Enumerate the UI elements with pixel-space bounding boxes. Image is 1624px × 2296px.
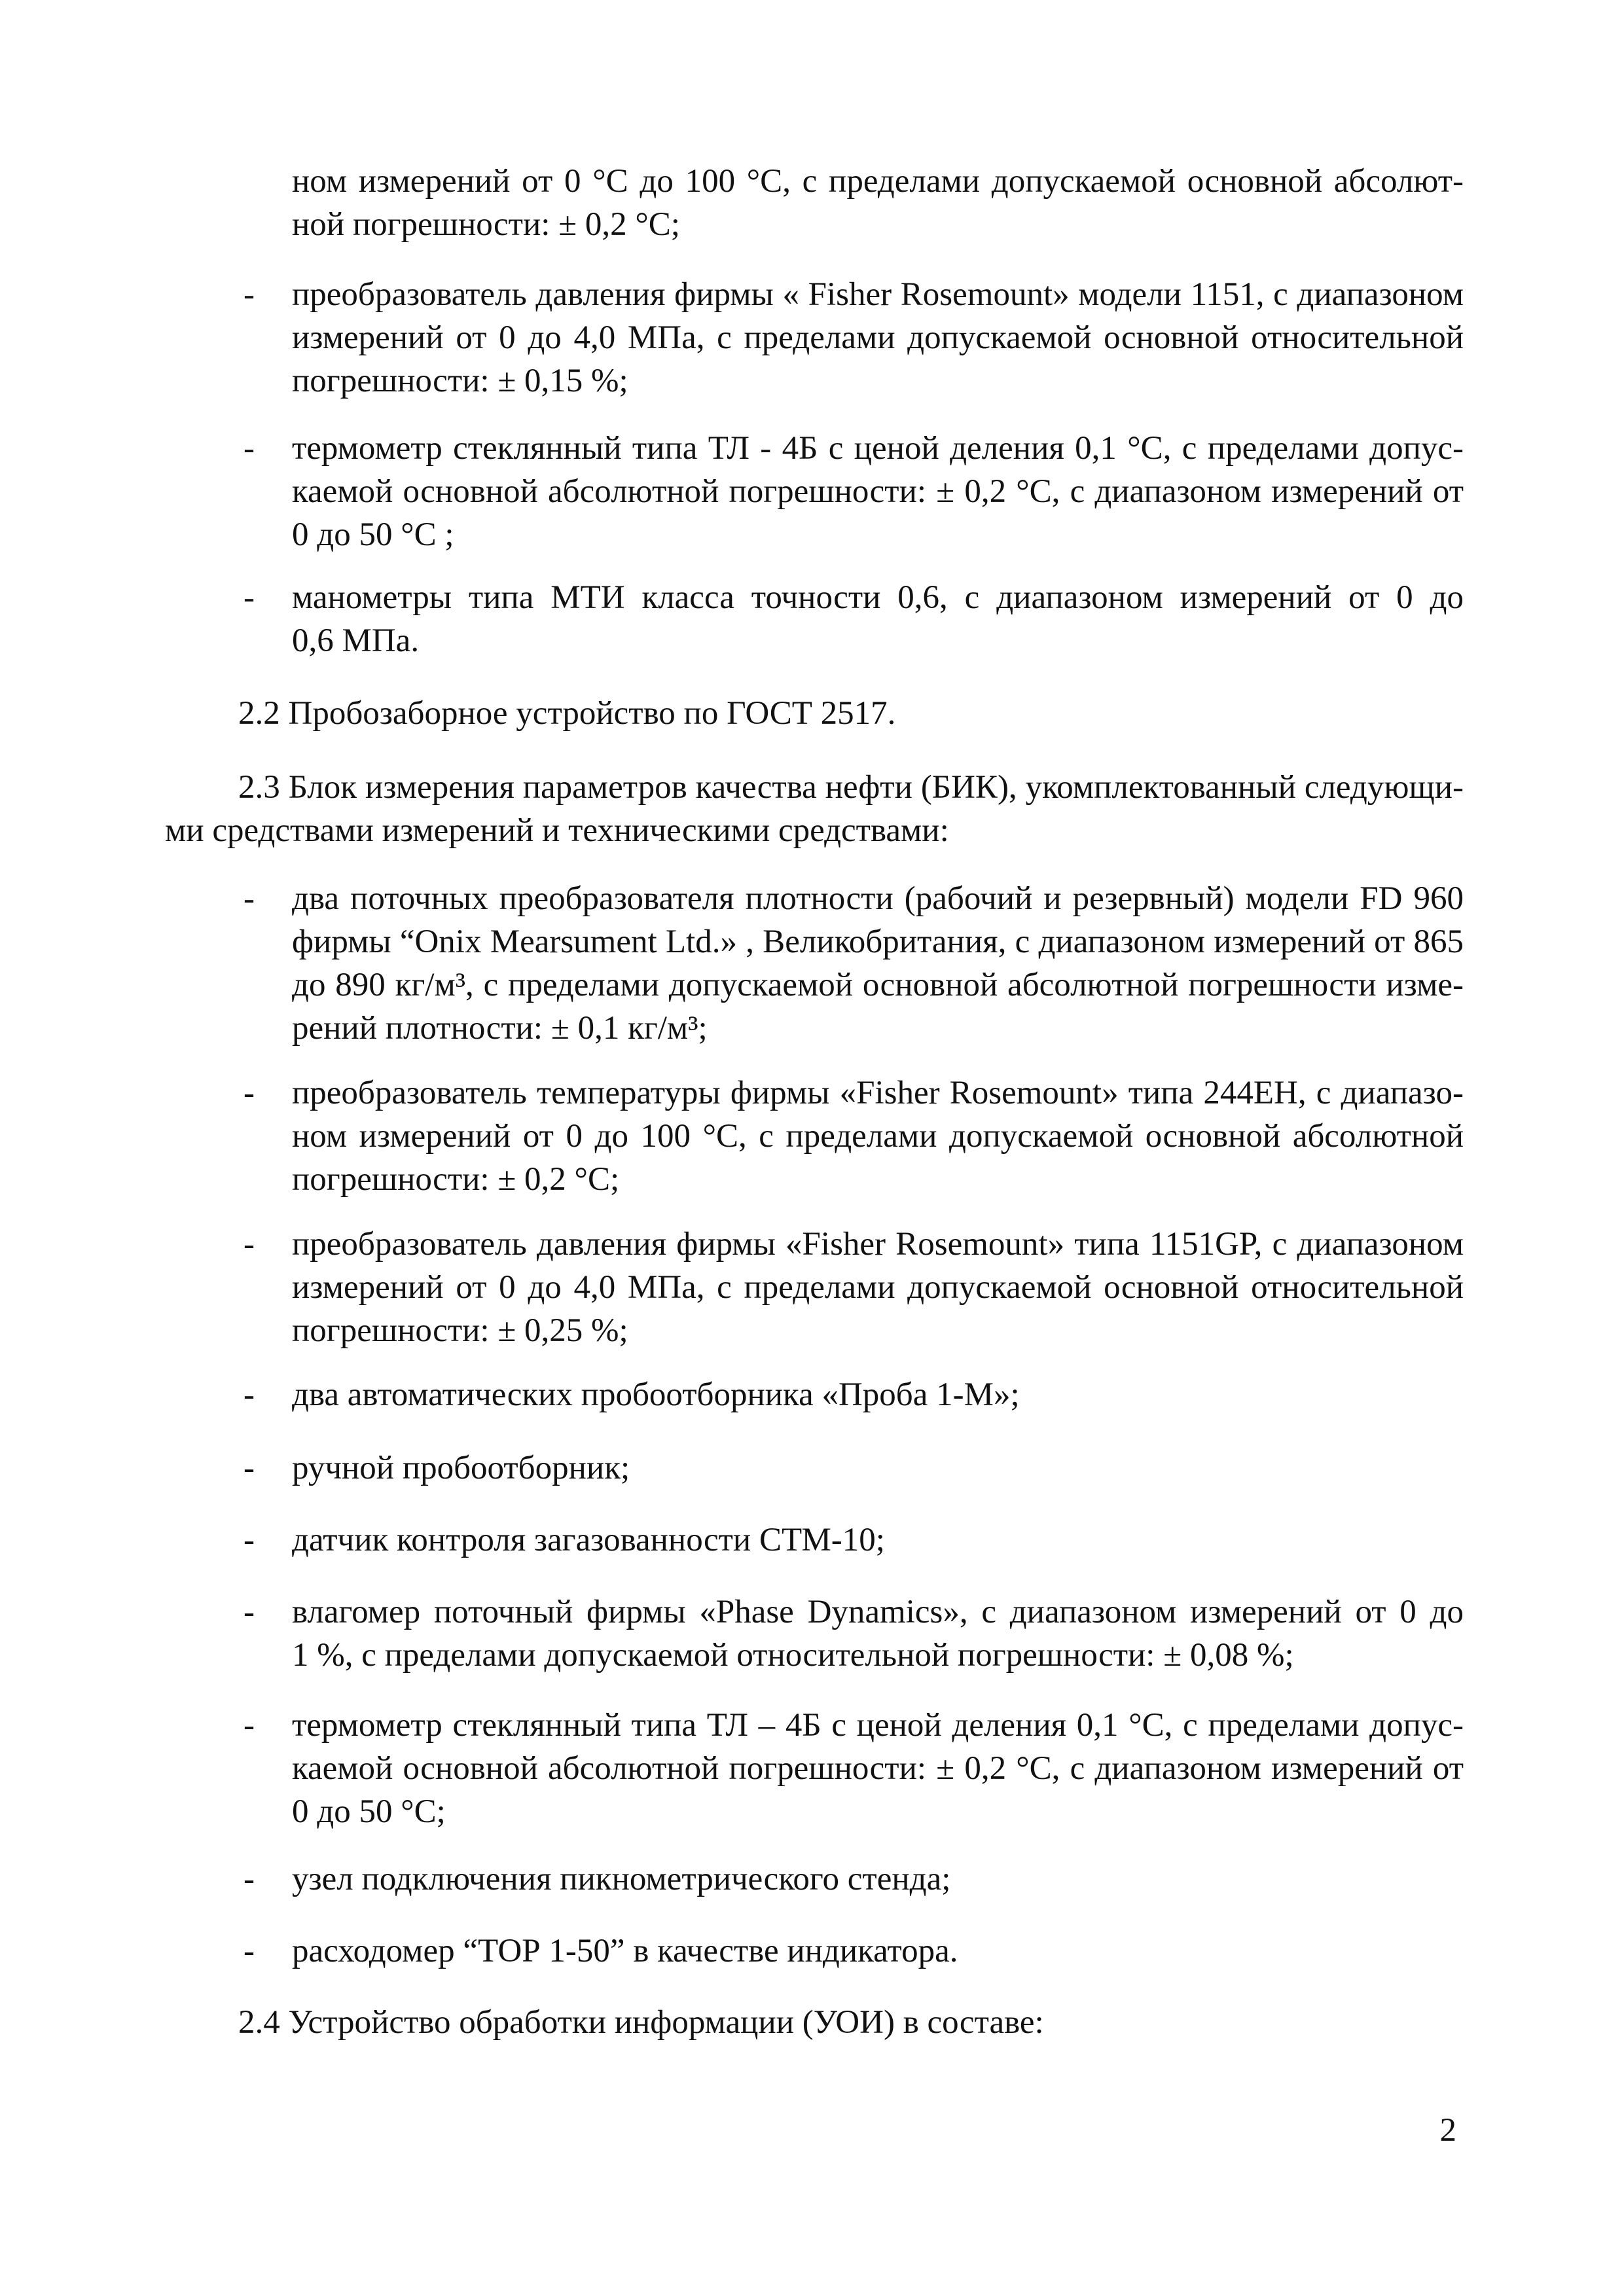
- list-item-line: погрешности: ± 0,25 %;: [292, 1312, 628, 1349]
- list-item: [244, 1857, 1464, 1901]
- list-dash: -: [244, 1933, 255, 1969]
- list-item-line: преобразователь давления фирмы «Fisher Rosemount» типа 1151GP, с диапазоном: [292, 1226, 1464, 1263]
- list-dash: -: [244, 579, 255, 616]
- list-item-line: погрешности: ± 0,15 %;: [292, 363, 628, 399]
- list-item-line: манометры типа МТИ класса точности 0,6, с диапазоном измерений от 0 до: [292, 579, 1464, 616]
- list-item-line: преобразователь давления фирмы « Fisher Rosemount» модели 1151, с диапазоном: [292, 276, 1464, 313]
- list-item-line: расходомер “ТОР 1-50” в качестве индикатора.: [292, 1933, 958, 1969]
- section-2-4-heading: 2.4 Устройство обработки информации (УОИ) в составе:: [238, 2004, 1044, 2041]
- list-item-line: термометр стеклянный типа ТЛ – 4Б с ценой деления 0,1 °С, с пределами допус-: [292, 1707, 1464, 1744]
- list-item-line: измерений от 0 до 4,0 МПа, с пределами допускаемой основной относительной: [292, 319, 1464, 356]
- list-item: [244, 1071, 1464, 1201]
- list-item: [244, 273, 1464, 403]
- list-dash: -: [244, 880, 255, 917]
- list-dash: -: [244, 1226, 255, 1263]
- list-item-line: каемой основной абсолютной погрешности: ± 0,2 °С, с диапазоном измерений от: [292, 1750, 1464, 1787]
- list-item-line: 0,6 МПа.: [292, 622, 420, 659]
- list-item-line: 0 до 50 °С ;: [292, 516, 454, 553]
- section-2-3-line-1: 2.3 Блок измерения параметров качества нефти (БИК), укомплектованный следующи-: [238, 769, 1464, 806]
- list-item-line: погрешности: ± 0,2 °С;: [292, 1161, 620, 1198]
- list-item: [244, 1373, 1464, 1416]
- list-item-line: термометр стеклянный типа ТЛ - 4Б с ценой деления 0,1 °С, с пределами допус-: [292, 430, 1464, 467]
- list-item-line: фирмы “Onix Mearsument Ltd.» , Великобритания, с диапазоном измерений от 865: [292, 924, 1464, 960]
- list-item-line: 0 до 50 °С;: [292, 1793, 446, 1830]
- list-item: [244, 877, 1464, 1050]
- section-2-3-line-2: ми средствами измерений и техническими средствами:: [165, 812, 949, 849]
- list-item: [244, 1446, 1464, 1490]
- list-item-line: влагомер поточный фирмы «Phase Dynamics», с диапазоном измерений от 0 до: [292, 1594, 1464, 1630]
- intro-line-1: ном измерений от 0 °С до 100 °С, с пределами допускаемой основной абсолют-: [292, 163, 1464, 200]
- list-item-line: два автоматических пробоотборника «Проба 1-М»;: [292, 1376, 1020, 1413]
- list-item-line: ручной пробоотборник;: [292, 1450, 630, 1486]
- list-item: [244, 1590, 1464, 1677]
- list-item-line: ном измерений от 0 до 100 °С, с пределами допускаемой основной абсолютной: [292, 1118, 1464, 1155]
- list-dash: -: [244, 1075, 255, 1111]
- list-item-line: узел подключения пикнометрического стенда;: [292, 1861, 951, 1897]
- list-dash: -: [244, 276, 255, 313]
- list-dash: -: [244, 1861, 255, 1897]
- section-2-2-heading: 2.2 Пробозаборное устройство по ГОСТ 2517.: [238, 695, 896, 732]
- list-item-line: преобразователь температуры фирмы «Fisher Rosemount» типа 244ЕН, с диапазо-: [292, 1075, 1464, 1111]
- list-dash: -: [244, 1594, 255, 1630]
- list-item: [244, 1223, 1464, 1352]
- list-item-line: рений плотности: ± 0,1 кг/м³;: [292, 1010, 708, 1047]
- list-item: [244, 576, 1464, 662]
- list-dash: -: [244, 1376, 255, 1413]
- list-item: [244, 1518, 1464, 1562]
- list-dash: -: [244, 1450, 255, 1486]
- list-item: [244, 1929, 1464, 1973]
- list-item-line: 1 %, с пределами допускаемой относительной погрешности: ± 0,08 %;: [292, 1637, 1294, 1674]
- list-item: [244, 427, 1464, 556]
- list-item-line: до 890 кг/м³, с пределами допускаемой основной абсолютной погрешности изме-: [292, 967, 1464, 1003]
- page-number: 2: [1439, 2112, 1456, 2149]
- list-item-line: каемой основной абсолютной погрешности: ± 0,2 °С, с диапазоном измерений от: [292, 473, 1464, 510]
- list-item: [244, 1704, 1464, 1833]
- list-dash: -: [244, 430, 255, 467]
- list-dash: -: [244, 1707, 255, 1744]
- list-dash: -: [244, 1522, 255, 1558]
- intro-line-2: ной погрешности: ± 0,2 °С;: [292, 206, 680, 243]
- list-item-line: два поточных преобразователя плотности (рабочий и резервный) модели FD 960: [292, 880, 1464, 917]
- list-item-line: измерений от 0 до 4,0 МПа, с пределами допускаемой основной относительной: [292, 1269, 1464, 1306]
- list-item-line: датчик контроля загазованности СТМ-10;: [292, 1522, 885, 1558]
